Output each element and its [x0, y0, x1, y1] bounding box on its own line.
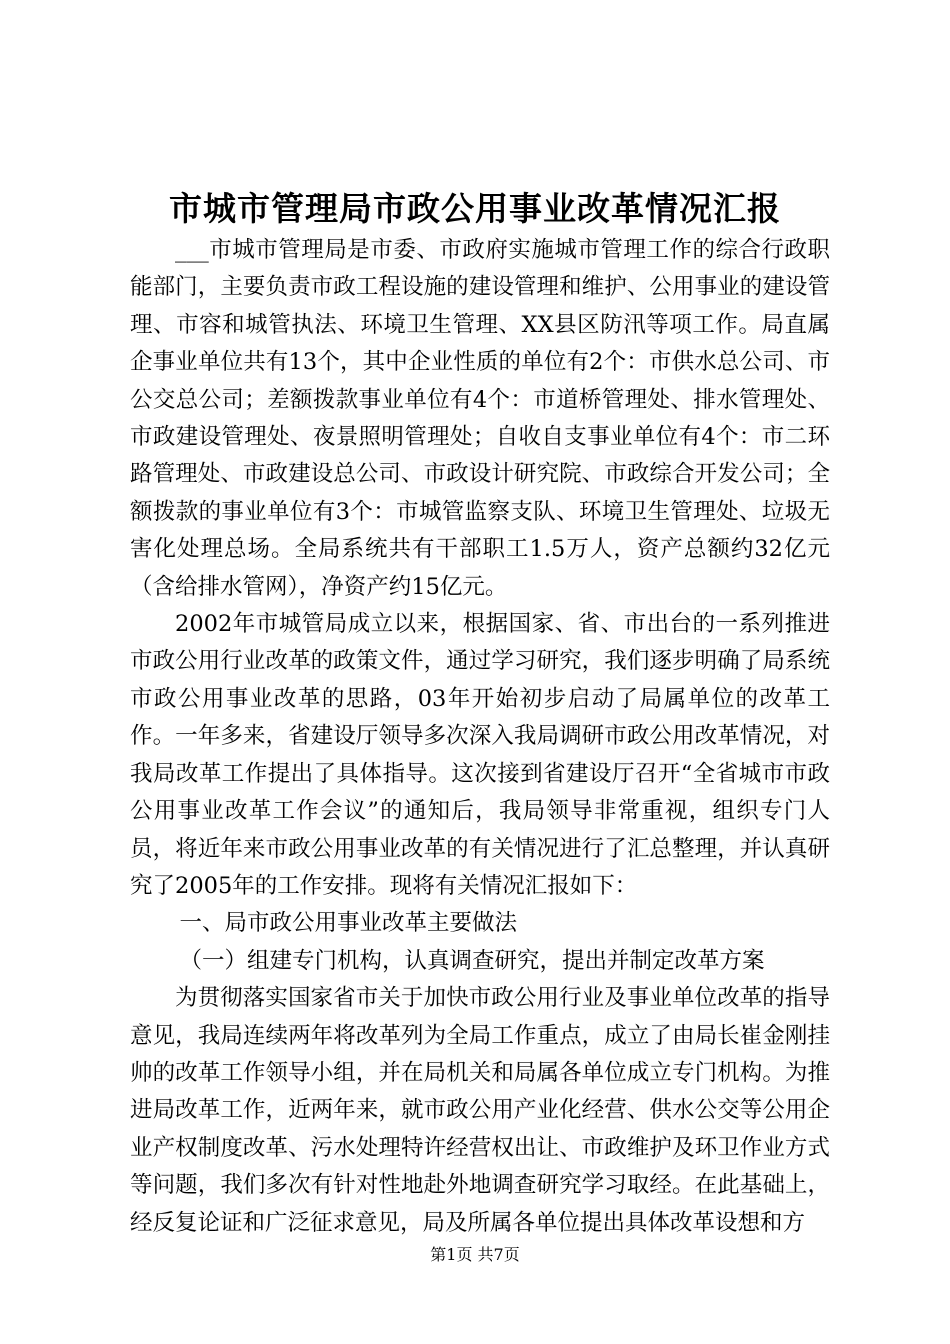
subsection-heading-1: （一）组建专门机构，认真调查研究，提出并制定改革方案 [179, 947, 765, 974]
paragraph-background: 2002年市城管局成立以来，根据国家、省、市出台的一系列推进市政公用行业改革的政策文件，通过学习研究，我们逐步明确了局系统市政公用事业改革的思路，03年开始初步启动了局属单位的改革工作。一年多来，省建设厅领导多次深入我局调研市政公用改革情况，对我局改革工作提出了具体指导。这次接到省建设厅召开“全省城市市政公用事业改革工作会议”的通知后，我局领导非常重视，组织专门人员，将近年来市政公用事业改革的有关情况进行了汇总整理，并认真研究了2005年的工作安排。现将有关情况汇报如下： [130, 611, 830, 899]
section-heading-1: 一、局市政公用事业改革主要做法 [179, 910, 518, 937]
document-title: 市城市管理局市政公用事业改革情况汇报 [169, 189, 781, 228]
page-footer: 第1页 共7页 [430, 1245, 520, 1264]
paragraph-intro: ___市城市管理局是市委、市政府实施城市管理工作的综合行政职能部门，主要负责市政工程设施的建设管理和维护、公用事业的建设管理、市容和城管执法、环境卫生管理、XX县区防汛等项工作。局直属企事业单位共有13个，其中企业性质的单位有2个：市供水总公司、市公交总公司；差额拨款事业单位有4个：市道桥管理处、排水管理处、市政建设管理处、夜景照明管理处；自收自支事业单位有4个：市二环路管理处、市政建设总公司、市政设计研究院、市政综合开发公司；全额拨款的事业单位有3个：市城管监察支队、环境卫生管理处、垃圾无害化处理总场。全局系统共有干部职工1.5万人，资产总额约32亿元（含给排水管网），净资产约15亿元。 [130, 237, 830, 600]
paragraph-subsection-1: 为贯彻落实国家省市关于加快市政公用行业及事业单位改革的指导意见，我局连续两年将改革列为全局工作重点，成立了由局长崔金刚挂帅的改革工作领导小组，并在局机关和局属各单位成立专门机构。为推进局改革工作，近两年来，就市政公用产业化经营、供水公交等公用企业产权制度改革、污水处理特许经营权出让、市政维护及环卫作业方式等问题，我们多次有针对性地赴外地调查研究学习取经。在此基础上，经反复论证和广泛征求意见，局及所属各单位提出具体改革设想和方 [130, 985, 830, 1236]
document-body [130, 232, 830, 1242]
